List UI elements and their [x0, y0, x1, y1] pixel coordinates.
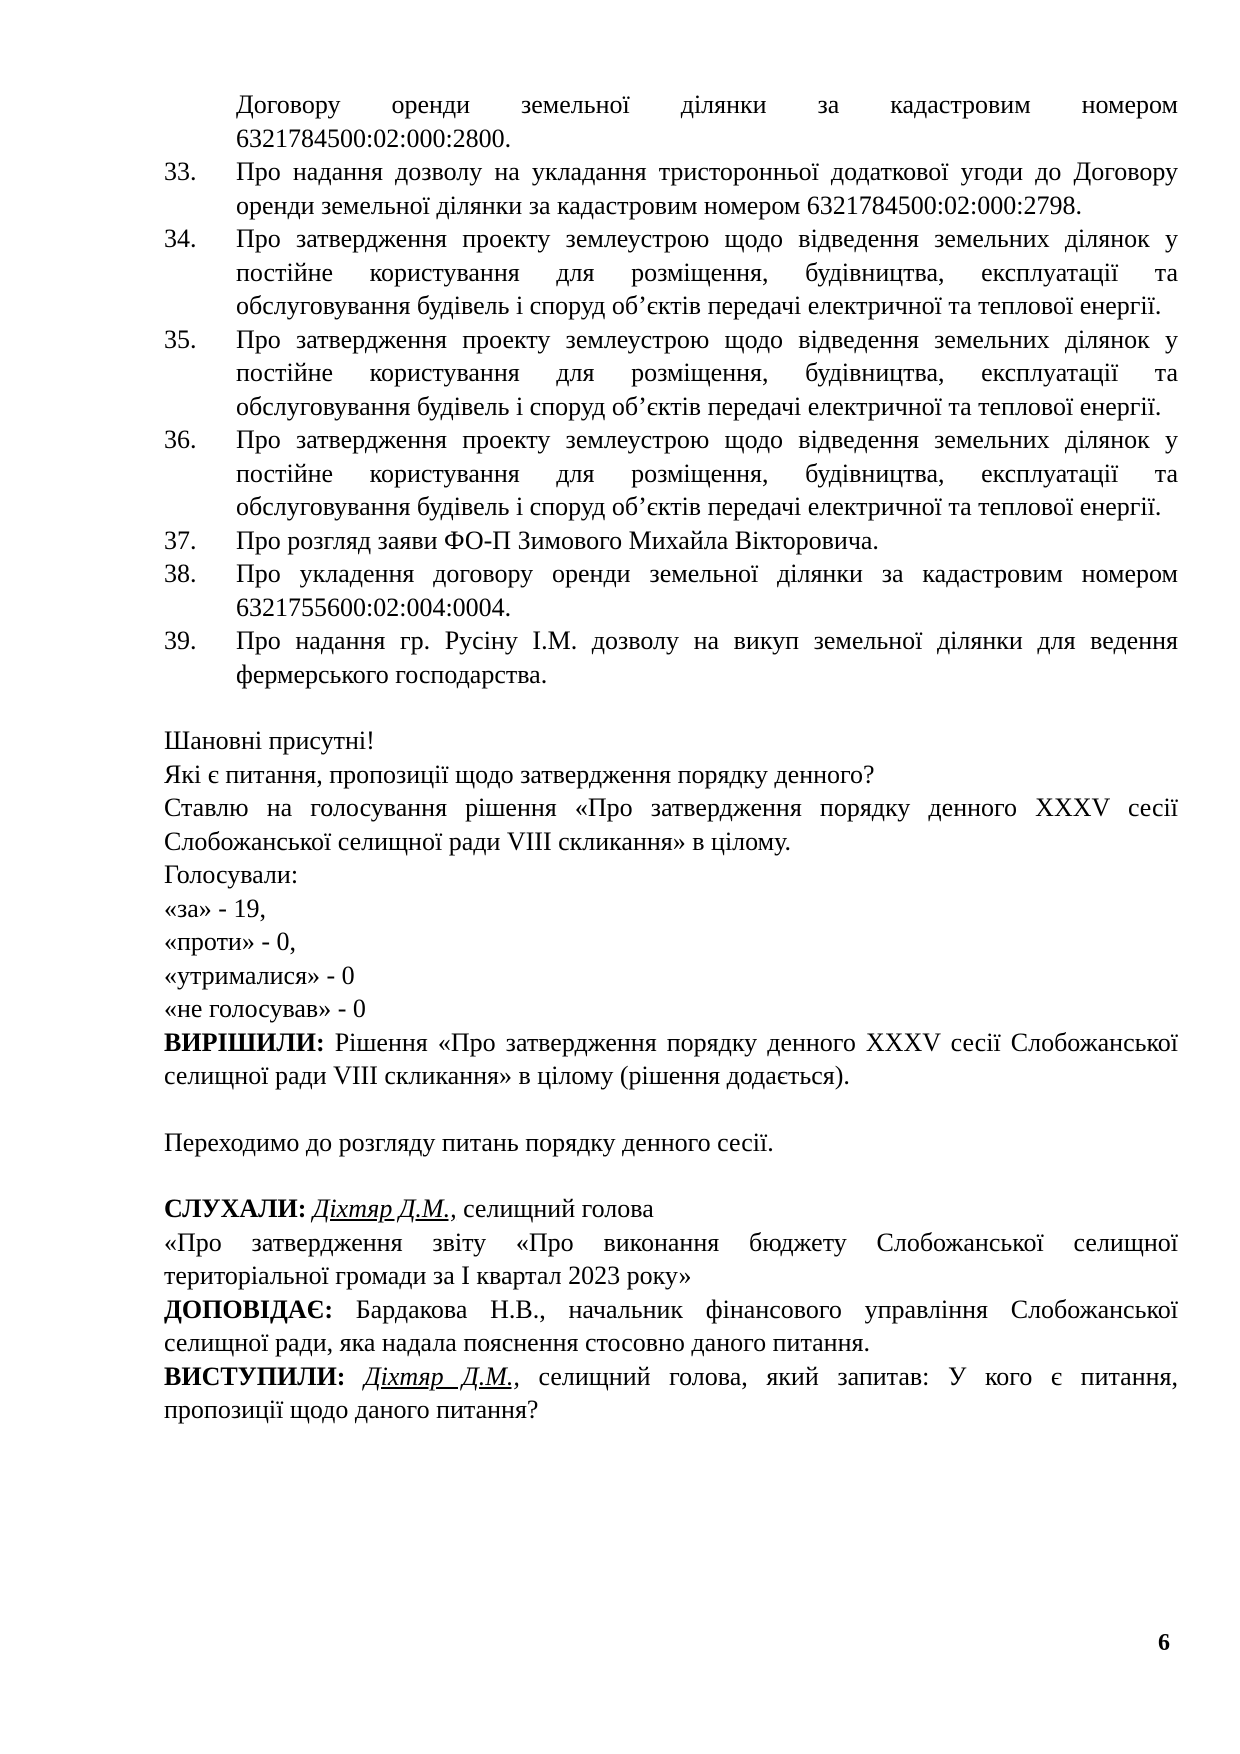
transition-text: Переходимо до розгляду питань порядку денного сесії. [164, 1127, 774, 1157]
agenda-item-34 [164, 222, 1178, 323]
report-line [164, 1293, 1178, 1360]
decided-label: ВИРІШИЛИ: [164, 1027, 325, 1057]
item-text: Про розгляд заяви ФО-П Зимового Михайла Вікторовича. [236, 525, 879, 555]
spacer [164, 691, 1178, 724]
spacer [164, 1159, 1178, 1192]
spoke-line [164, 1360, 1178, 1427]
spoke-label: ВИСТУПИЛИ: [164, 1361, 346, 1391]
heard-name: Діхтяр Д.М., [312, 1194, 457, 1223]
item-text: Про надання гр. Русіну І.М. дозволу на викуп земельної ділянки для ведення фермерського господарства. [236, 626, 1178, 689]
decided-text: Рішення «Про затвердження порядку денного XXXV сесії Слобожанської селищної ради VIII скликання» в цілому (рішення додається). [164, 1027, 1178, 1090]
heard-role: селищний голова [456, 1194, 654, 1223]
agenda-item-33 [164, 155, 1178, 222]
question: Які є питання, пропозиції щодо затвердження порядку денного? [164, 759, 875, 789]
item-text: Про надання дозволу на укладання тристоронньої додаткової угоди до Договору оренди земельної ділянки за кадастровим номером 6321784500:02:000:2798. [236, 157, 1178, 220]
hearing-topic: «Про затвердження звіту «Про виконання бюджету Слобожанської селищної територіальної громади за І квартал 2023 року» [164, 1227, 1178, 1290]
item-number: 36. [164, 425, 197, 454]
proposal: Ставлю на голосування рішення «Про затвердження порядку денного XXXV сесії Слобожанської селищної ради VIII скликання» в цілому. [164, 793, 1178, 856]
item-number: 37. [164, 525, 197, 555]
report-text: Бардакова Н.В., начальник фінансового управління Слобожанської селищної ради, яка надала пояснення стосовно даного питання. [164, 1294, 1178, 1357]
agenda-item-37 [164, 524, 1178, 558]
report-label: ДОПОВІДАЄ: [164, 1294, 333, 1324]
spoke-name: Діхтяр Д.М., [364, 1361, 520, 1391]
vote-abstained: «утрималися» - 0 [164, 960, 355, 990]
heard-line [164, 1192, 1178, 1226]
agenda-item-35 [164, 323, 1178, 424]
item-number: 39. [164, 626, 197, 655]
item-text: Про затвердження проекту землеустрою щодо відведення земельних ділянок у постійне користування для розміщення, будівництва, експлуатації та обслуговування будівель і споруд об’єктів передачі електричної та теплової енергії. [236, 324, 1178, 421]
item-text: Про укладення договору оренди земельної ділянки за кадастровим номером 6321755600:02:004:0004. [236, 559, 1178, 622]
item-number: 38. [164, 559, 197, 588]
agenda-item-38 [164, 557, 1178, 624]
spacer [164, 1093, 1178, 1126]
item-number: 34. [164, 224, 197, 253]
vote-for: «за» - 19, [164, 893, 266, 923]
list-continuation: Договору оренди земельної ділянки за кадастровим номером 6321784500:02:000:2800. [236, 90, 1178, 153]
heard-label: СЛУХАЛИ: [164, 1194, 307, 1223]
vote-against: «проти» - 0, [164, 927, 297, 956]
greeting: Шановні присутні! [164, 726, 375, 755]
voted-label: Голосували: [164, 860, 299, 889]
decision [164, 1026, 1178, 1093]
item-number: 35. [164, 324, 197, 354]
spoke-text: селищний голова, який запитав: У кого є питання, пропозиції щодо даного питання? [164, 1361, 1179, 1424]
vote-not-voted: «не голосував» - 0 [164, 994, 366, 1023]
agenda-item-39 [164, 624, 1178, 691]
item-text: Про затвердження проекту землеустрою щодо відведення земельних ділянок у постійне користування для розміщення, будівництва, експлуатації та обслуговування будівель і споруд об’єктів передачі електричної та теплової енергії. [236, 224, 1178, 320]
agenda-list [164, 155, 1178, 691]
item-text: Про затвердження проекту землеустрою щодо відведення земельних ділянок у постійне користування для розміщення, будівництва, експлуатації та обслуговування будівель і споруд об’єктів передачі електричної та теплової енергії. [236, 425, 1178, 521]
item-number: 33. [164, 157, 197, 186]
document-page [164, 88, 1178, 1427]
agenda-item-36 [164, 423, 1178, 524]
page-number: 6 [1158, 1630, 1170, 1656]
